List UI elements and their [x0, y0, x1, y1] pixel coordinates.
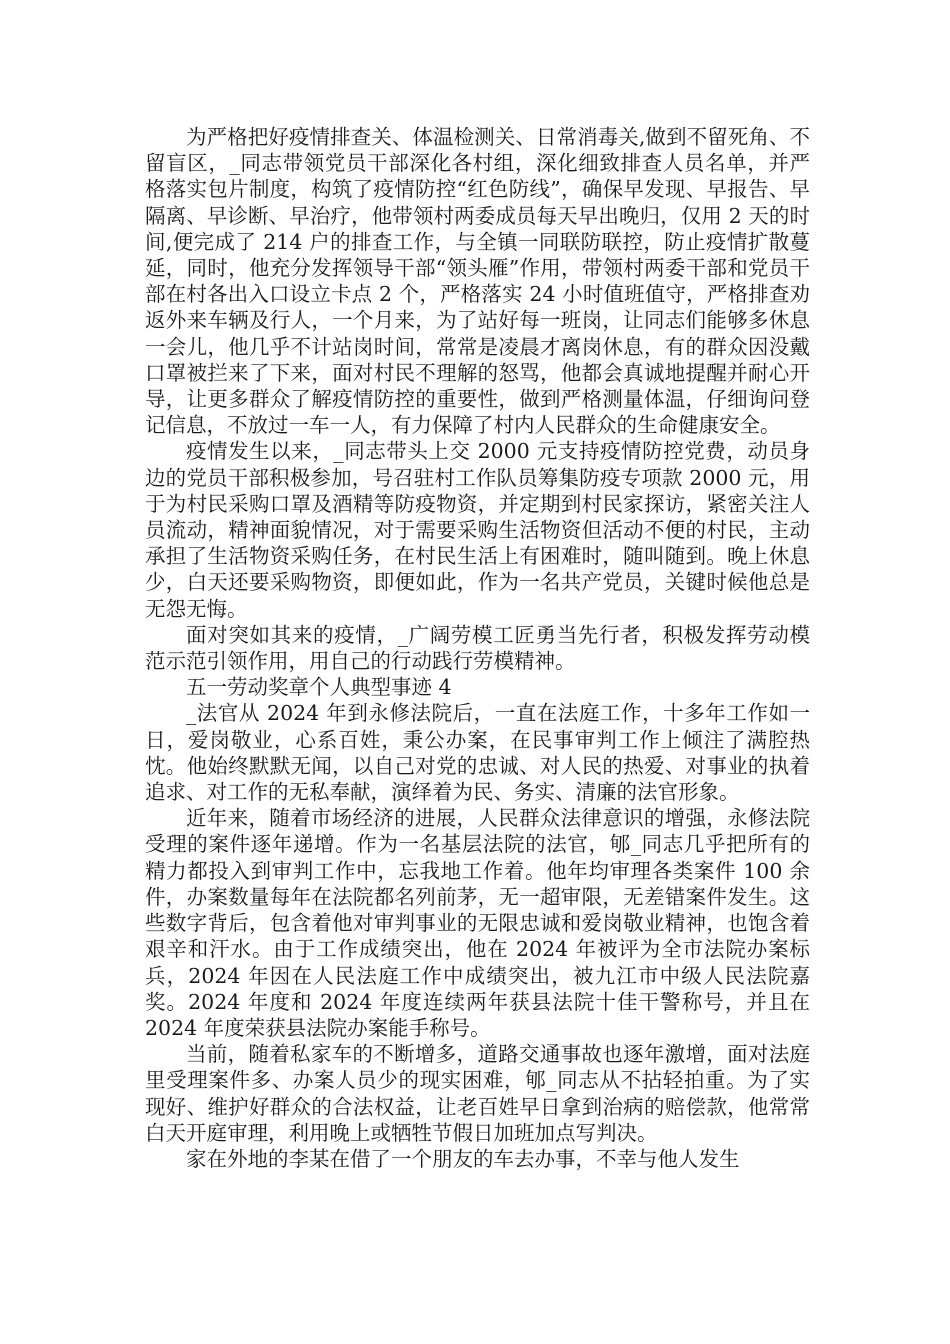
- paragraph: 为严格把好疫情排查关、体温检测关、日常消毒关,做到不留死角、不留盲区，_同志带领党员干部深化各村组，深化细致排查人员名单，并严格落实包片制度，构筑了疫情防控“红色防线”，确保早发现、早报告、早隔离、早诊断、早治疗，他带领村两委成员每天早出晚归，仅用 2 天的时间,便完成了 214 户的排查工作，与全镇一同联防联控，防止疫情扩散蔓延，同时，他充分发挥领导干部“领头雁”作用，带领村两委干部和党员干部在村各出入口设立卡点 2 个，严格落实 24 小时值班值守，严格排查劝返外来车辆及行人，一个月来，为了站好每一班岗，让同志们能够多休息一会儿，他几乎不计站岗时间，常常是凌晨才离岗休息，有的群众因没戴口罩被拦来了下来，面对村民不理解的怒骂，他都会真诚地提醒并耐心开导，让更多群众了解疫情防控的重要性，做到严格测量体温，仔细询问登记信息，不放过一车一人，有力保障了村内人民群众的生命健康安全。: [145, 125, 810, 438]
- paragraph: 疫情发生以来，_同志带头上交 2000 元支持疫情防控党费，动员身边的党员干部积极参加，号召驻村工作队员筹集防疫专项款 2000 元，用于为村民采购口罩及酒精等防疫物资，并定期到村民家探访，紧密关注人员流动，精神面貌情况，对于需要采购生活物资但活动不便的村民，主动承担了生活物资采购任务，在村民生活上有困难时，随叫随到。晚上休息少，白天还要采购物资，即便如此，作为一名共产党员，关键时候他总是无怨无悔。: [145, 439, 810, 621]
- document-body: [145, 124, 810, 1172]
- paragraph: 家在外地的李某在借了一个朋友的车去办事，不幸与他人发生: [186, 1146, 740, 1171]
- section-heading: 五一劳动奖章个人典型事迹 4: [186, 675, 452, 700]
- paragraph: _法官从 2024 年到永修法院后，一直在法庭工作，十多年工作如一日，爱岗敬业，心系百姓，秉公办案，在民事审判工作上倾注了满腔热忱。他始终默默无闻，以自己对党的忠诚、对人民的热爱、对事业的执着追求、对工作的无私奉献，演绎着为民、务实、清廉的法官形象。: [145, 701, 810, 805]
- paragraph: 当前，随着私家车的不断增多，道路交通事故也逐年激增，面对法庭里受理案件多、办案人员少的现实困难，郇_同志从不拈轻拍重。为了实现好、维护好群众的合法权益，让老百姓早日拿到治病的赔偿款，他常常白天开庭审理，利用晚上或牺牲节假日加班加点写判决。: [145, 1042, 810, 1145]
- paragraph: 近年来，随着市场经济的进展，人民群众法律意识的增强，永修法院受理的案件逐年递增。作为一名基层法院的法官，郇_同志几乎把所有的精力都投入到审判工作中，忘我地工作着。他年均审理各类案件 100 余件，办案数量每年在法院都名列前茅，无一超审限，无差错案件发生。这些数字背后，包含着他对审判事业的无限忠诚和爱岗敬业精神，也饱含着艰辛和汗水。由于工作成绩突出，他在 2024 年被评为全市法院办案标兵，2024 年因在人民法庭工作中成绩突出，被九江市中级人民法院嘉奖。2024 年度和 2024 年度连续两年获县法院十佳干警称号，并且在 2024 年度荣获县法院办案能手称号。: [145, 806, 810, 1040]
- paragraph: 面对突如其来的疫情，_广阔劳模工匠勇当先行者，积极发挥劳动模范示范引领作用，用自己的行动践行劳模精神。: [145, 622, 810, 674]
